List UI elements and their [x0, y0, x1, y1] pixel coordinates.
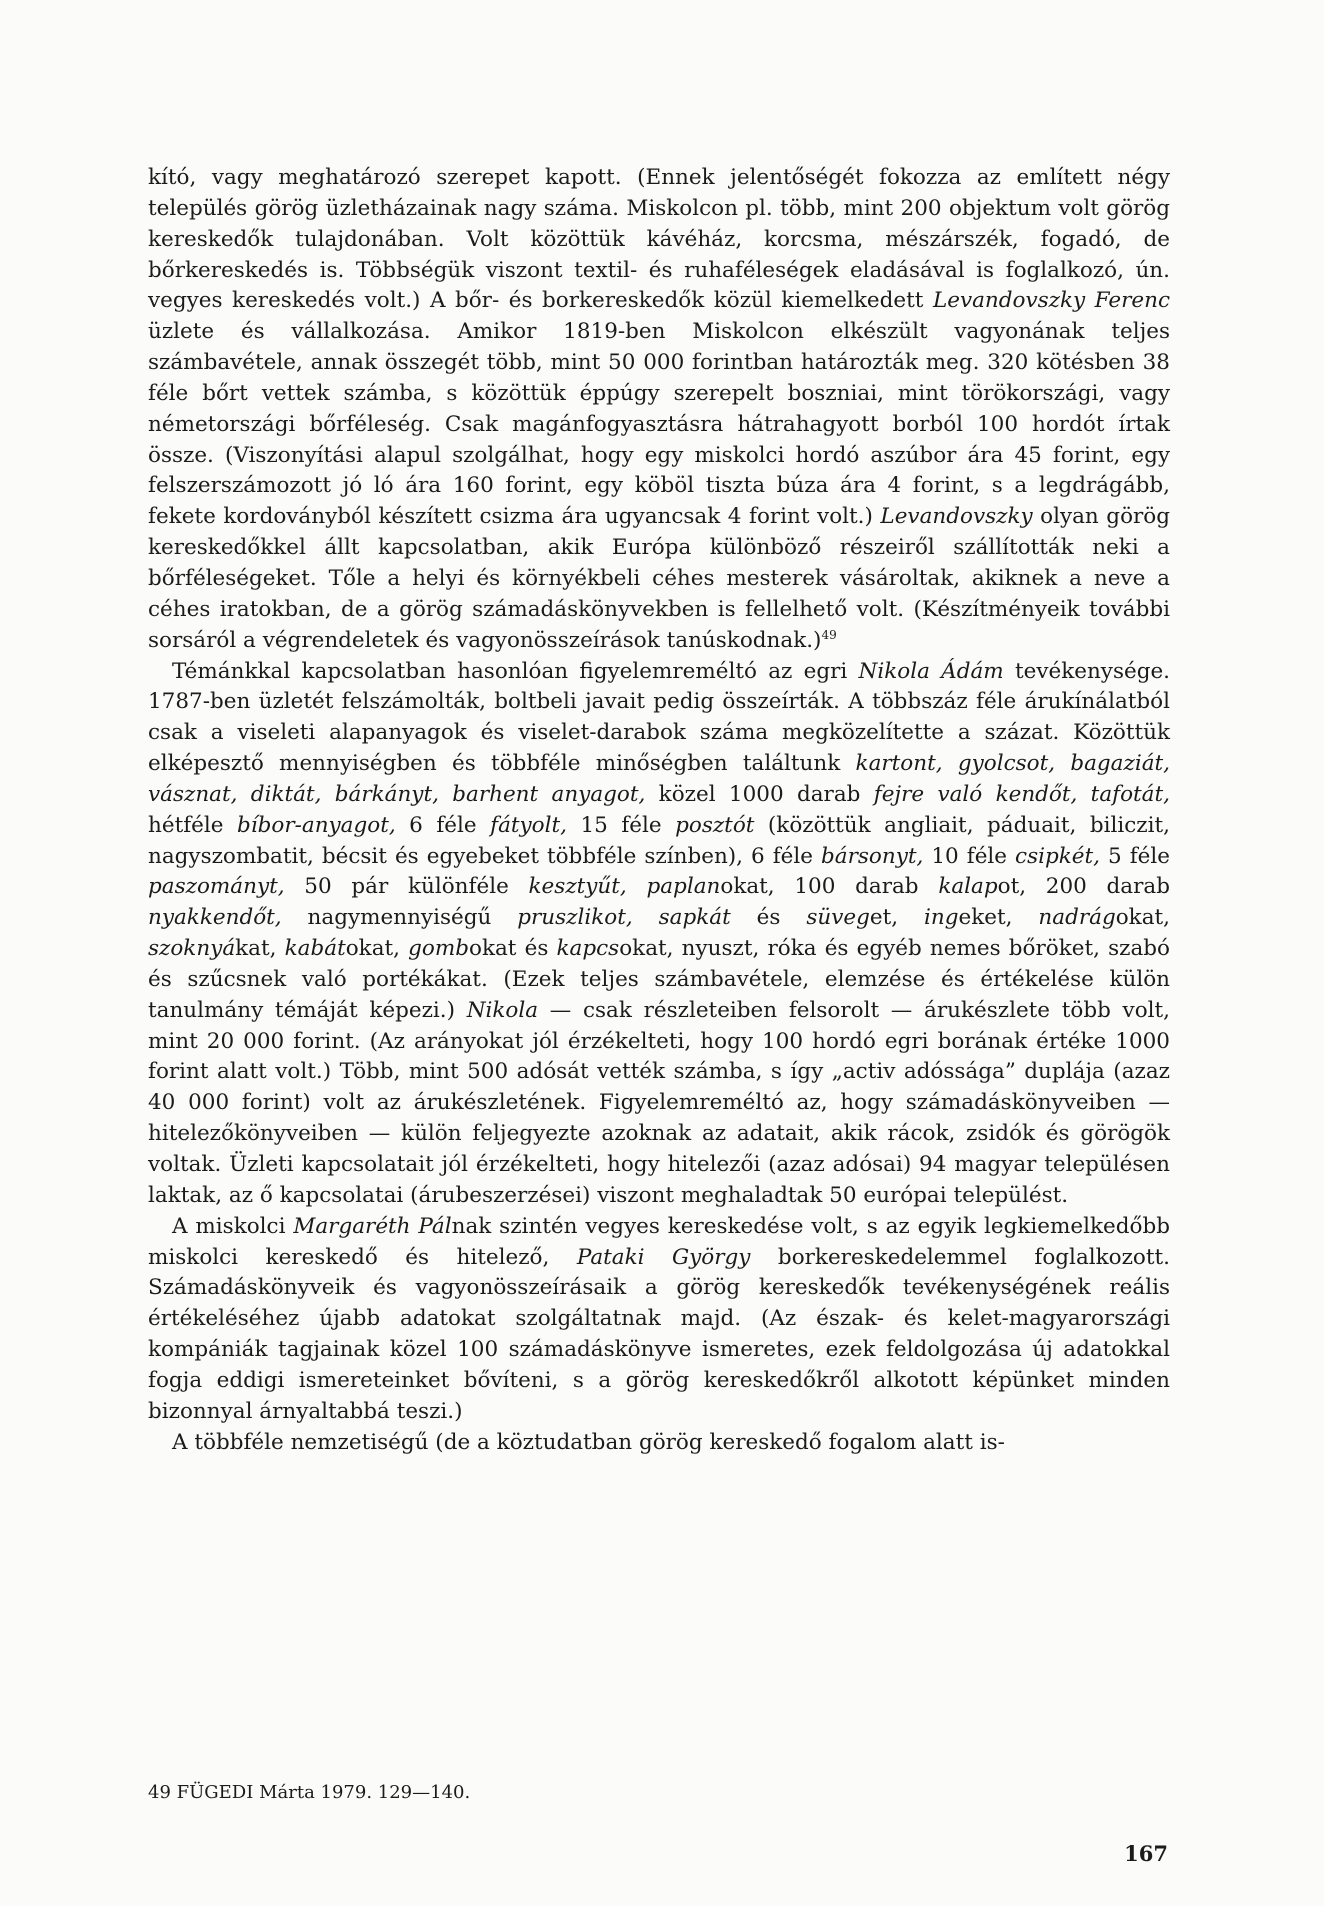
italic-term: nyakkendőt,: [148, 905, 282, 931]
italic-term: Nikola Ádám: [858, 658, 1004, 684]
italic-term: Levandovszky: [880, 504, 1033, 530]
text-run: eket,: [958, 905, 1039, 931]
text-run: 6 féle: [395, 812, 491, 838]
italic-term: süveg: [806, 905, 870, 931]
italic-term: gomb: [408, 936, 470, 962]
footnote-ref: 49: [821, 627, 837, 642]
text-run: A többféle nemzetiségű (de a köztudatban görög kereskedő fogalom alatt is-: [172, 1429, 1005, 1455]
text-run: okat, 100 darab: [720, 874, 939, 900]
italic-term: bársonyt,: [821, 843, 924, 869]
italic-term: kartont, gyolcsot, bagaziát, vásznat, diktát, bárkányt, barhent anyagot,: [148, 751, 1170, 807]
text-run: borkereskedelemmel foglalkozott. Számadáskönyveik és vagyonösszeírásaik a görög kereskedők tevékenységének reális értékeléséhez újabb adatokat szolgáltatnak majd. (Az észak- és kelet-magyarországi kompániák tagjainak közel 100 számadáskönyve ismeretes, ezek feldolgozása új adatokkal fogja eddigi ismereteinket bővíteni, s a görög kereskedőkről alkotott képünket minden bizonnyal árnyaltabbá teszi.): [148, 1244, 1170, 1424]
text-run: 10 féle: [923, 843, 1016, 869]
italic-term: bíbor-anyagot,: [236, 812, 396, 838]
italic-term: Nikola: [466, 997, 539, 1023]
text-run: 15 féle: [566, 812, 676, 838]
text-run: kító, vagy meghatározó szerepet kapott. (Ennek jelentőségét fokozza az említett négy település görög üzletházainak nagy száma. Miskolcon pl. több, mint 200 objektum volt görög kereskedők tulajdonában. Volt közöttük kávéház, korcsma, mészárszék, fogadó, de bőrkereskedés is. Többségük viszont textil- és ruhaféleségek eladásával is foglalkozó, ún. vegyes kereskedés volt.) A bőr- és borkereskedők közül kiemelkedett: [148, 165, 1170, 314]
italic-term: Margaréth Pál: [293, 1213, 452, 1239]
footnote: 49 FÜGEDI Márta 1979. 129—140.: [148, 1782, 471, 1803]
italic-term: szoknyá: [148, 936, 236, 962]
text-run: A miskolci: [172, 1213, 294, 1239]
text-run: (közöttük angliait, páduait, biliczit, nagyszombatit, bécsit és egyebeket többféle színben), 6 féle: [148, 812, 1170, 869]
text-run: 5 féle: [1099, 843, 1170, 869]
paragraph: [148, 163, 1170, 657]
body-text: [148, 163, 1170, 1458]
text-run: okat,: [1115, 905, 1170, 931]
text-run: 50 pár különféle: [284, 874, 529, 900]
text-run: ot, 200 darab: [997, 874, 1170, 900]
italic-term: paszományt,: [148, 874, 285, 900]
italic-term: Pataki György: [576, 1244, 751, 1270]
page-number: 167: [1124, 1841, 1168, 1866]
italic-term: kabát: [284, 936, 346, 962]
text-run: közel 1000 darab: [645, 781, 874, 807]
italic-term: ing: [924, 905, 959, 931]
italic-term: fejre való kendőt, tafotát,: [873, 781, 1170, 807]
italic-term: kesztyűt, paplan: [528, 874, 721, 900]
italic-term: pruszlikot, sapkát: [517, 905, 731, 931]
text-run: nak szintén vegyes kereskedése volt, s az egyik legkiemelkedőbb miskolci kereskedő és hitelező,: [148, 1213, 1170, 1270]
text-run: okat és: [469, 936, 557, 962]
italic-term: nadrág: [1038, 905, 1116, 931]
italic-term: csipkét,: [1015, 843, 1100, 869]
text-run: tevékenysége. 1787-ben üzletét felszámolták, boltbeli javait pedig összeírták. A többszáz féle árukínálatból csak a viseleti alapanyagok és viselet-darabok száma megközelítette a százat. Közöttük elképesztő mennyiségben és többféle minőségben találtunk: [148, 658, 1171, 777]
text-run: okat, nyuszt, róka és egyéb nemes bőröket, szabó és szűcsnek való portékákat. (Ezek teljes számbavétele, elemzése és értékelése külön tanulmány témáját képezi.): [148, 936, 1170, 1023]
paragraph: [148, 1428, 1170, 1459]
text-run: és: [730, 905, 807, 931]
text-run: okat,: [345, 936, 409, 962]
text-run: Témánkkal kapcsolatban hasonlóan figyelemreméltó az egri: [172, 658, 859, 684]
italic-term: fátyolt,: [490, 812, 567, 838]
italic-term: kalap: [938, 874, 998, 900]
text-run: olyan görög kereskedőkkel állt kapcsolatban, akik Európa különböző részeiről szállították neki a bőrféleségeket. Tőle a helyi és környékbeli céhes mesterek vásároltak, akiknek a neve a céhes iratokban, de a görög számadáskönyvekben is fellelhető volt. (Készítményeik további sorsáról a végrendeletek és vagyonösszeírások tanúskodnak.): [148, 504, 1170, 653]
italic-term: Levandovszky Ferenc: [932, 288, 1170, 314]
text-run: et,: [869, 905, 925, 931]
text-run: üzlete és vállalkozása. Amikor 1819-ben Miskolcon elkészült vagyonának teljes számbavétele, annak összegét több, mint 50 000 forintban határozták meg. 320 kötésben 38 féle bőrt vettek számba, s közöttük éppúgy szerepelt boszniai, mint törökországi, vagy németországi bőrféleség. Csak magánfogyasztásra hátrahagyott borból 100 hordót írtak össze. (Viszonyítási alapul szolgálhat, hogy egy miskolci hordó aszúbor ára 45 forint, egy felszerszámozott jó ló ára 160 forint, egy köböl tiszta búza ára 4 forint, s a legdrágább, fekete kordoványból készített csizma ára ugyancsak 4 forint volt.): [148, 319, 1170, 530]
text-run: kat,: [235, 936, 285, 962]
paragraph: [148, 657, 1170, 1212]
paragraph: [148, 1212, 1170, 1428]
text-run: nagymennyiségű: [281, 905, 518, 931]
text-run: hétféle: [148, 812, 237, 838]
italic-term: posztót: [675, 812, 755, 838]
text-run: — csak részleteiben felsorolt — árukészlete több volt, mint 20 000 forint. (Az arányokat jól érzékelteti, hogy 100 hordó egri borának értéke 1000 forint alatt volt.) Több, mint 500 adósát vették számba, s így „activ adóssága” duplája (azaz 40 000 forint) volt az árukészletének. Figyelemreméltó az, hogy számadáskönyveiben — hitelezőkönyveiben — külön feljegyezte azoknak az adatait, akik rácok, zsidók és görögök voltak. Üzleti kapcsolatait jól érzékelteti, hogy hitelezői (azaz adósai) 94 magyar településen laktak, az ő kapcsolatai (árubeszerzései) viszont meghaladtak 50 európai települést.: [148, 997, 1170, 1208]
italic-term: kapcs: [556, 936, 620, 962]
